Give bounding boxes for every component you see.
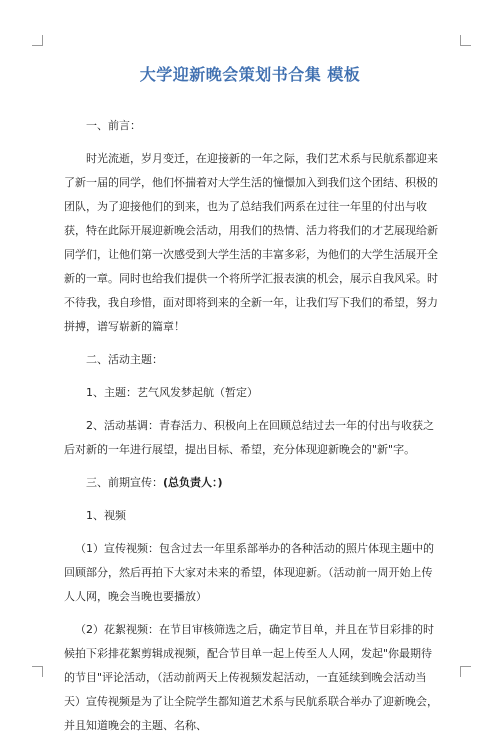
heading-publicity [64, 471, 440, 495]
heading-video: 1、视频 [86, 509, 126, 522]
heading-publicity-text: 三、前期宣传： [86, 476, 163, 489]
crop-mark-bottom-right [460, 666, 471, 677]
theme-line: 1、主题：艺气风发梦起航（暂定） [86, 386, 258, 399]
document-title: 大学迎新晚会策划书合集 模板 [139, 65, 361, 84]
heading-preface: 一、前言： [86, 119, 141, 132]
responsible-person: (总负责人：) [163, 476, 223, 489]
crop-mark-bottom-left [32, 666, 43, 677]
activity-tone-paragraph: 2、活动基调：青春活力、积极向上在回顾总结过去一年的付出与收获之后对新的一年进行展望，提出目标、希望，充分体现迎新晚会的"新"字。 [64, 419, 434, 456]
highlights-video-paragraph: （2）花絮视频：在节目审核筛选之后，确定节目单，并且在节目彩排的时候拍下彩排花絮剪辑成视频，配合节目单一起上传至人人网，发起"你最期待的节目"评论活动，（活动前两天上传视频发起活动，一直延续到晚会活动当天）宣传视频是为了让全院学生都知道艺术系与民航系联合举办了迎新晚会，并且知道晚会的主题、名称、 [64, 623, 438, 732]
promo-video-paragraph: （1）宣传视频：包含过去一年里系部举办的各种活动的照片体现主题中的回顾部分，然后再拍下大家对未来的希望，体现迎新。（活动前一周开始上传人人网，晚会当晚也要播放） [64, 542, 434, 603]
document-body [64, 114, 440, 747]
preface-paragraph: 时光流逝，岁月变迁，在迎接新的一年之际，我们艺术系与民航系都迎来了新一届的同学，他们怀揣着对大学生活的憧憬加入到我们这个团结、积极的团队，为了迎接他们的到来，也为了总结我们两系在过往一年里的付出与收获，特在此际开展迎新晚会活动，用我们的热情、活力将我们的才艺展现给新同学们，让他们第一次感受到大学生活的丰富多彩，为他们的大学生活展开全新的一章。同时也给我们提供一个将所学汇报表演的机会，展示自我风采。时不待我，我自珍惜，面对即将到来的全新一年，让我们写下我们的希望，努力拼搏，谱写崭新的篇章！ [64, 152, 438, 333]
crop-mark-top-right [460, 35, 471, 46]
crop-mark-top-left [32, 35, 43, 46]
heading-activity-theme: 二、活动主题： [86, 353, 163, 366]
